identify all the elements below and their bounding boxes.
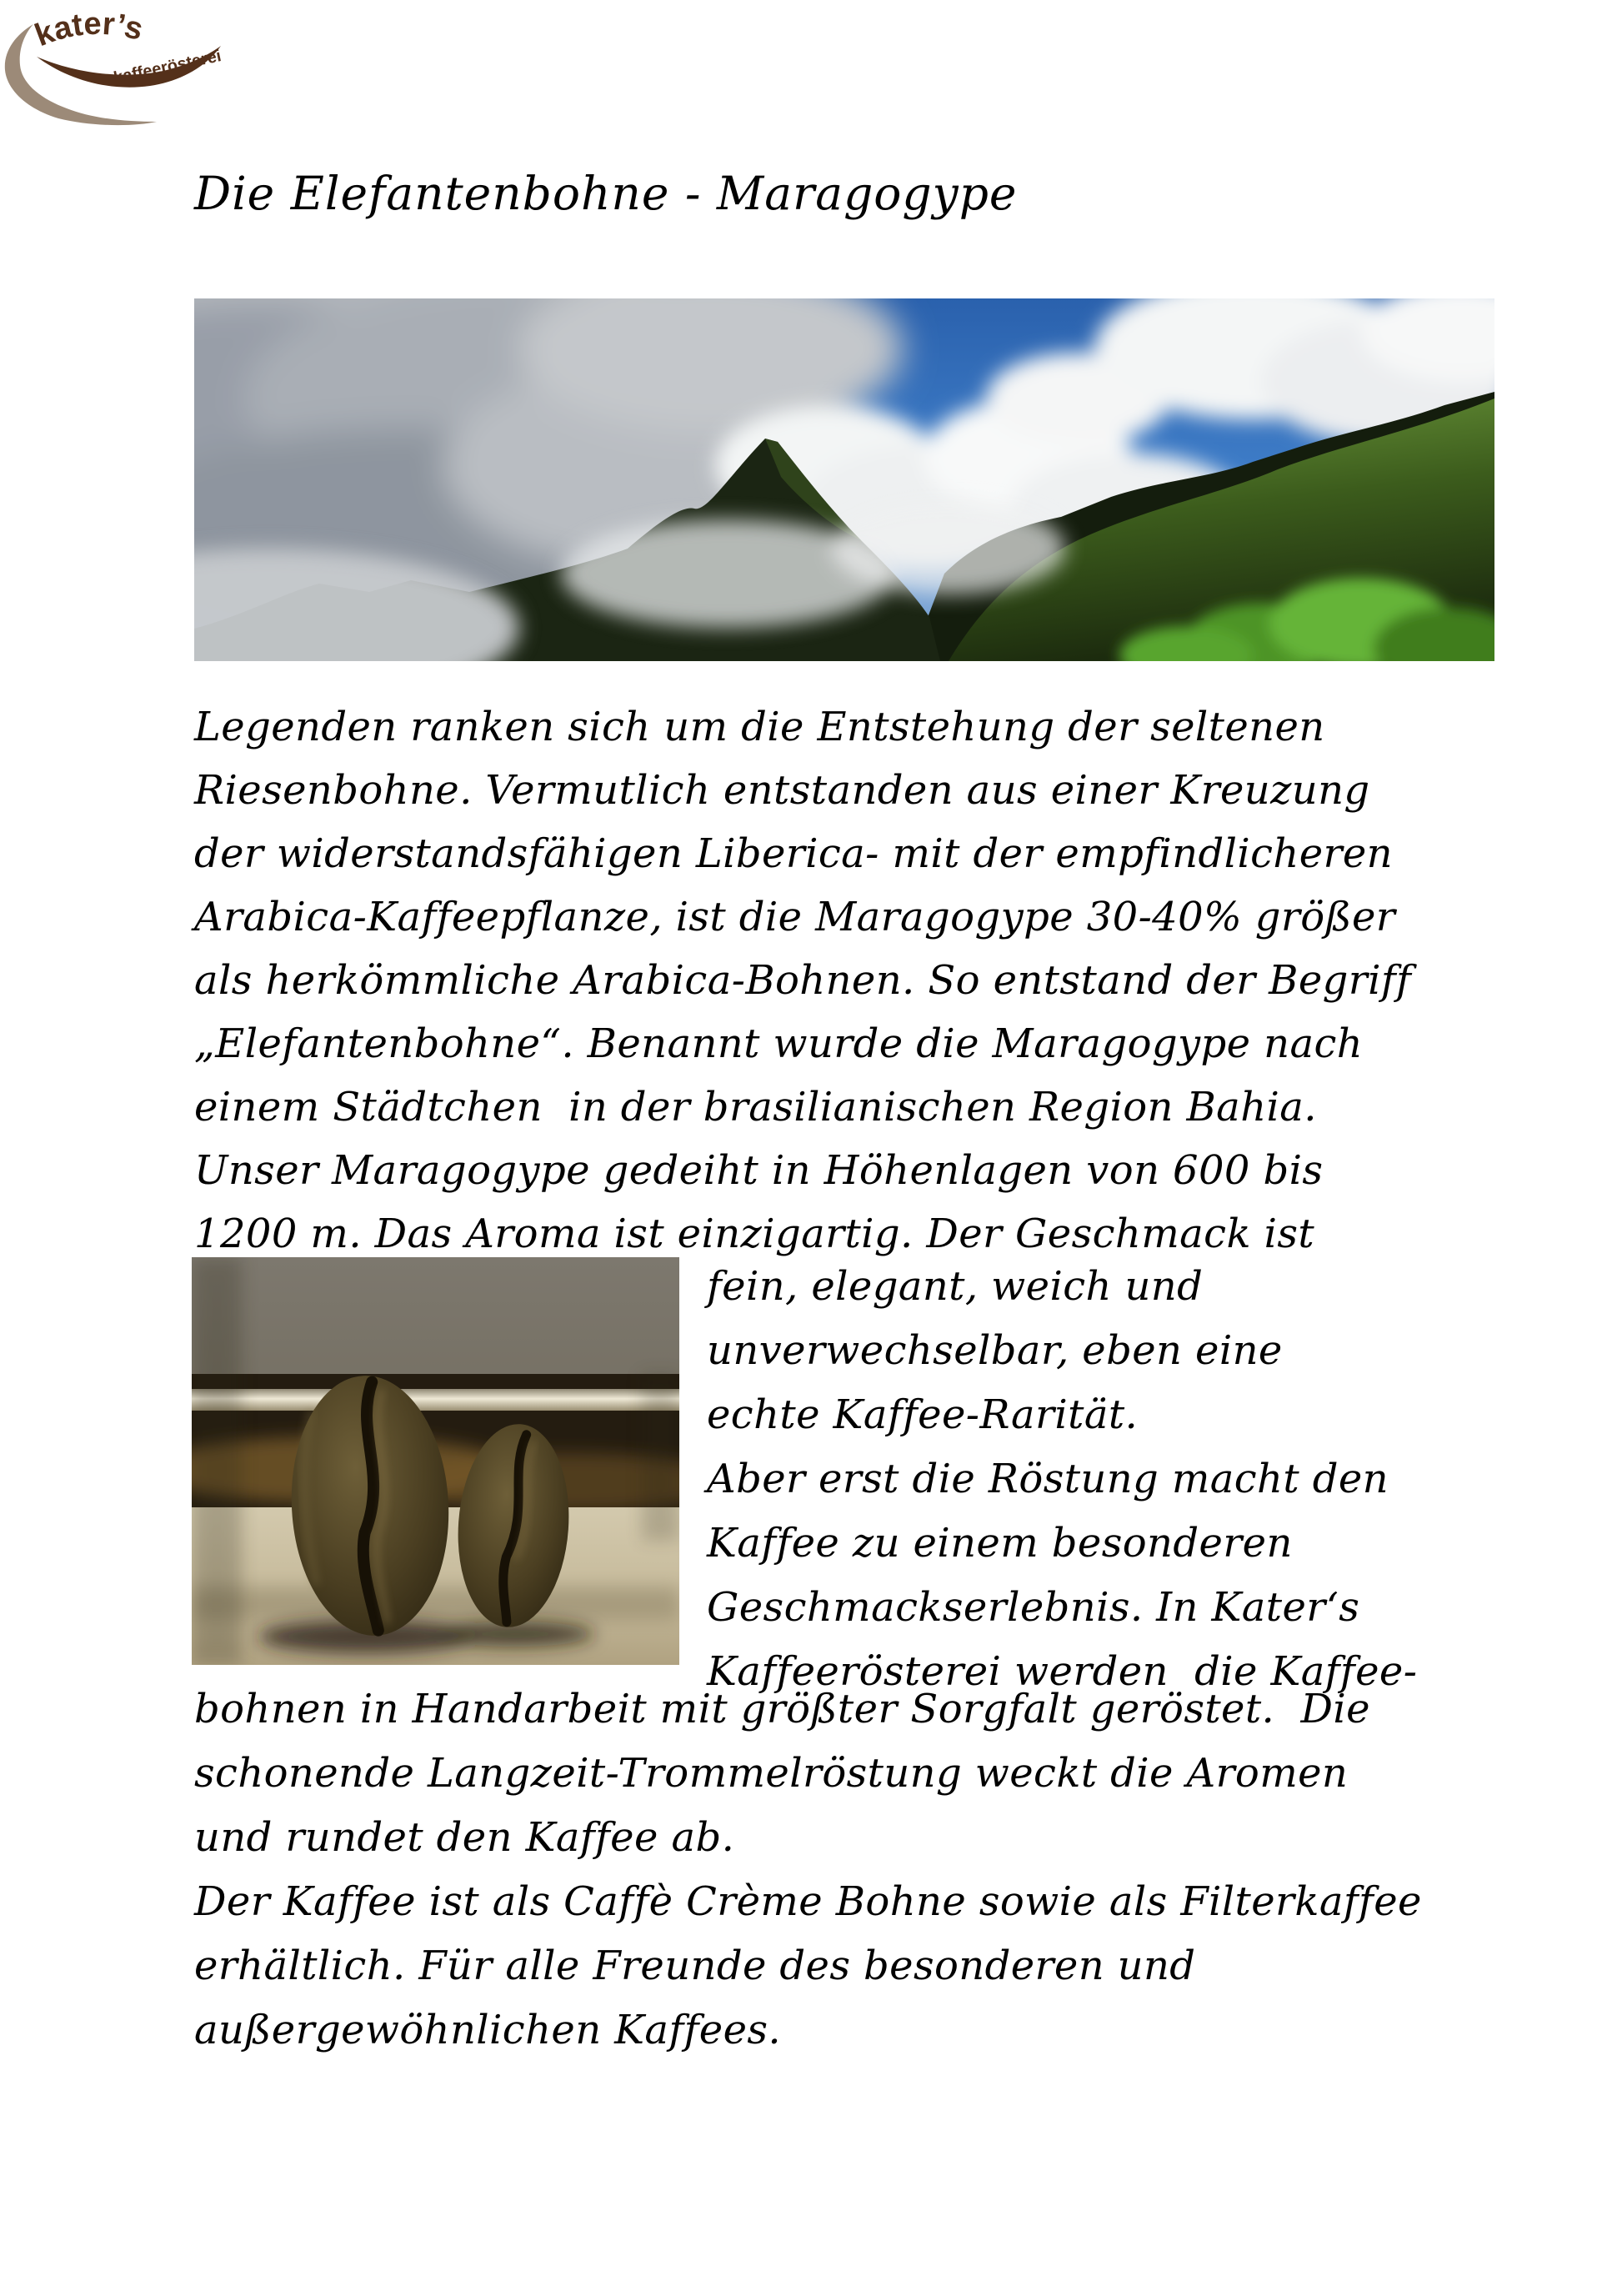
- text-line: Legenden ranken sich um die Entstehung der seltenen: [194, 704, 1325, 750]
- page-title: Die Elefantenbohne - Maragogype: [194, 167, 1018, 220]
- roastery-logo-art: [0, 0, 242, 133]
- text-line: einem Städtchen in der brasilianischen Region Bahia.: [194, 1084, 1317, 1130]
- text-line: Unser Maragogype gedeiht in Höhenlagen von 600 bis: [194, 1147, 1324, 1194]
- text-line: außergewöhnlichen Kaffees.: [194, 2007, 782, 2053]
- text-line: Kaffee zu einem besonderen: [707, 1520, 1293, 1567]
- text-line: Der Kaffee ist als Caffè Crème Bohne sowie als Filterkaffee: [194, 1878, 1422, 1925]
- text-line: Arabica-Kaffeepflanze, ist die Maragogype 30-40% größer: [194, 894, 1396, 940]
- text-line: Kaffeerösterei werden die Kaffee-: [707, 1648, 1418, 1695]
- paragraph-intro: [194, 695, 1411, 1266]
- text-line: Geschmackserlebnis. In Kater‘s: [707, 1584, 1360, 1631]
- text-line: Riesenbohne. Vermutlich entstanden aus einer Kreuzung: [194, 767, 1370, 814]
- text-line: 1200 m. Das Aroma ist einzigartig. Der Geschmack ist: [194, 1211, 1315, 1257]
- text-line: und rundet den Kaffee ab.: [194, 1814, 735, 1861]
- mountain-landscape-photo: [194, 298, 1494, 661]
- paragraph-closing: [194, 1677, 1422, 2063]
- text-line: der widerstandsfähigen Liberica- mit der empfindlicheren: [194, 830, 1393, 877]
- text-line: erhältlich. Für alle Freunde des besonderen und: [194, 1943, 1196, 1989]
- text-line: als herkömmliche Arabica-Bohnen. So entstand der Begriff: [194, 957, 1412, 1004]
- logo-subtitle-text: kaffeerösterei: [112, 47, 223, 88]
- roastery-logo: [0, 0, 242, 133]
- text-line: unverwechselbar, eben eine: [707, 1327, 1283, 1374]
- text-line: echte Kaffee-Rarität.: [707, 1391, 1139, 1438]
- coffee-beans-photo: [192, 1257, 679, 1665]
- coffee-beans-art: [192, 1257, 679, 1665]
- text-line: fein, elegant, weich und: [707, 1263, 1204, 1310]
- text-line: bohnen in Handarbeit mit größter Sorgfalt geröstet. Die: [194, 1686, 1370, 1732]
- text-line: Aber erst die Röstung macht den: [707, 1456, 1389, 1502]
- text-line: „Elefantenbohne“. Benannt wurde die Maragogype nach: [194, 1020, 1364, 1067]
- paragraph-wrapped: [707, 1255, 1417, 1704]
- mountain-landscape-art: [194, 298, 1494, 661]
- logo-brand-text: kater’s: [30, 6, 147, 54]
- text-line: schonende Langzeit-Trommelröstung weckt die Aromen: [194, 1750, 1349, 1797]
